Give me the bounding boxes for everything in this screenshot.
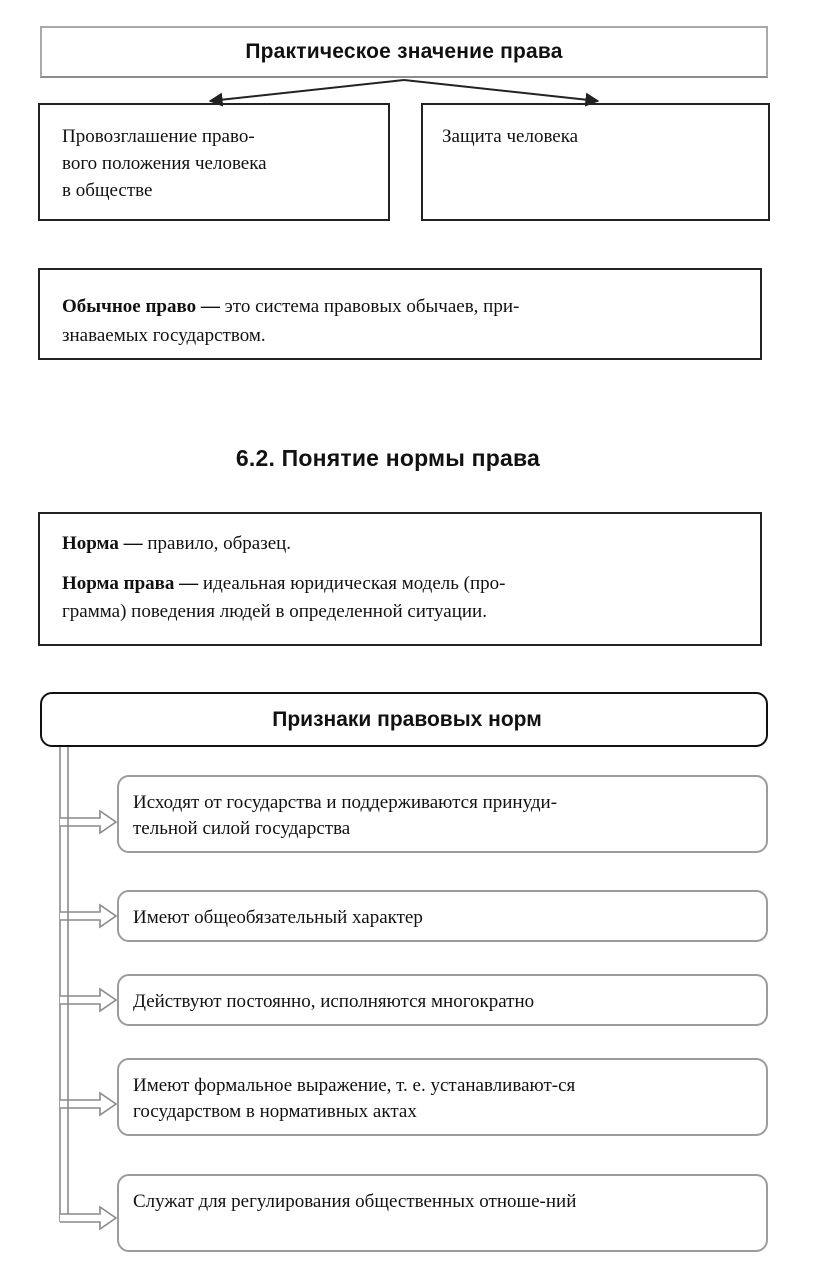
norm-text: правило, образец. bbox=[142, 533, 292, 554]
proclamation-line: в обществе bbox=[62, 180, 153, 201]
sign-line: Служат для регулирования общественных отноше-ний bbox=[133, 1191, 577, 1212]
sign-line: тельной силой государства bbox=[133, 818, 351, 839]
protection-box bbox=[421, 103, 770, 221]
practical-significance-header bbox=[40, 26, 768, 78]
sign-item bbox=[117, 775, 768, 853]
practical-significance-title: Практическое значение права bbox=[245, 40, 563, 63]
section-title: 6.2. Понятие нормы права bbox=[235, 445, 541, 471]
law-norm-definition bbox=[62, 570, 738, 626]
arrow-to-left-box bbox=[210, 80, 404, 101]
custom-law-line-2: знаваемых государством. bbox=[62, 325, 266, 346]
sign-item bbox=[117, 1174, 768, 1252]
sign-line: Действуют постоянно, исполняются многократно bbox=[133, 991, 535, 1012]
law-norm-text-2: грамма) поведения людей в определенной ситуации. bbox=[62, 601, 487, 622]
custom-law-line-1 bbox=[62, 292, 738, 321]
proclamation-box bbox=[38, 103, 390, 221]
sign-item bbox=[117, 1058, 768, 1136]
proclamation-line: вого положения человека bbox=[62, 153, 267, 174]
sign-line: Имеют формальное выражение, т. е. устанавливают-ся bbox=[133, 1075, 576, 1096]
law-norm-text-1: идеальная юридическая модель (про- bbox=[198, 573, 506, 594]
custom-law-text: это система правовых обычаев, при- bbox=[219, 296, 520, 317]
sign-item bbox=[117, 974, 768, 1026]
custom-law-term: Обычное право — bbox=[62, 296, 220, 317]
norm-term: Норма — bbox=[62, 533, 143, 554]
signs-title: Признаки правовых норм bbox=[272, 707, 542, 731]
sign-line: Исходят от государства и поддерживаются принуди- bbox=[133, 792, 558, 813]
norm-definition bbox=[62, 530, 738, 558]
protection-text: Защита человека bbox=[442, 126, 579, 147]
arrow-to-right-box bbox=[404, 80, 598, 101]
custom-law-definition bbox=[38, 268, 762, 360]
sign-line: государством в нормативных актах bbox=[133, 1101, 417, 1122]
signs-header bbox=[40, 692, 768, 747]
norm-definition-box bbox=[38, 512, 762, 646]
sign-item bbox=[117, 890, 768, 942]
sign-line: Имеют общеобязательный характер bbox=[133, 907, 423, 928]
law-norm-term: Норма права — bbox=[62, 573, 199, 594]
proclamation-line: Провозглашение право- bbox=[62, 126, 255, 147]
